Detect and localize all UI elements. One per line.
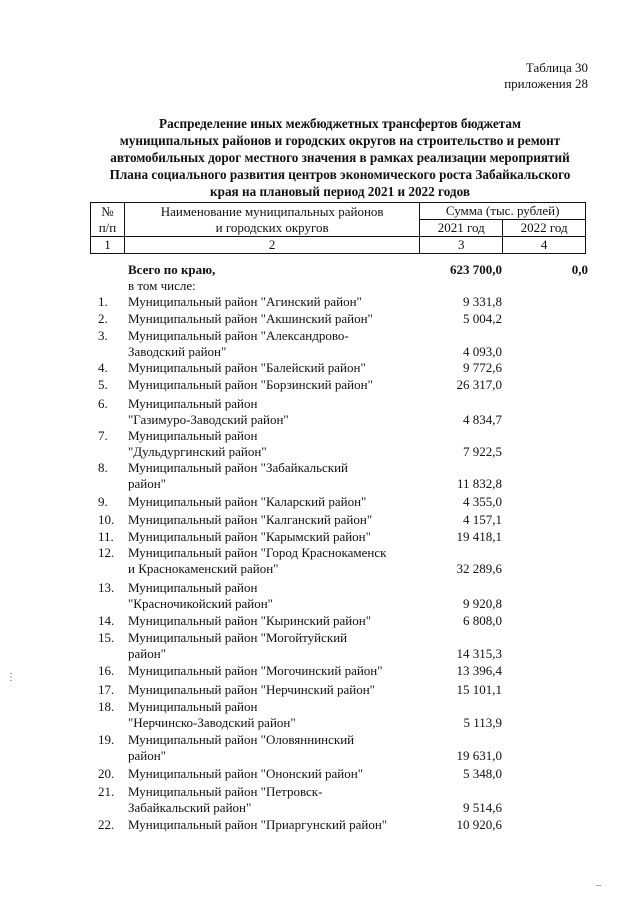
district-name-line: Муниципальный район "Каларский район" [128,494,367,509]
amount-2021: 19 631,0 [456,748,502,764]
col-number-4: 4 [503,237,586,254]
district-name [128,682,418,698]
amount-2021: 5 348,0 [463,766,502,781]
district-name-line: Муниципальный район "Могойтуйский [128,630,348,645]
amount-2021: 11 832,8 [456,476,502,492]
district-name-line: район" [128,476,166,492]
district-name-line: Заводский район" [128,344,227,360]
district-name [128,529,418,545]
amount-2021: 5 113,9 [463,715,502,731]
district-name [128,580,418,612]
row-number: 19. [98,732,115,747]
district-name [128,460,418,492]
district-name-line: и Краснокаменский район" [128,561,279,577]
row-number: 3. [98,328,108,343]
scan-mark: ⋮ [6,672,16,683]
amount-2021: 9 331,8 [463,294,502,309]
amount-2021: 10 920,6 [456,817,502,832]
row-number: 13. [98,580,115,595]
title-line: автомобильных дорог местного значения в рамках реализации мероприятий [110,150,570,165]
district-name-line: Муниципальный район [128,699,258,714]
table-header [90,202,586,254]
district-name-line: Муниципальный район "Ононский район" [128,766,364,781]
district-name [128,732,418,764]
amount-2021: 9 920,8 [463,596,502,612]
district-name-line: Муниципальный район "Карымский район" [128,529,371,544]
amount-2021: 15 101,1 [456,682,502,697]
amount-2021: 32 289,6 [456,561,502,577]
header-name: Наименование муниципальных районов и городских округов [124,203,419,237]
district-name [128,630,418,662]
amount-2021: 26 317,0 [456,377,502,392]
district-name [128,545,418,577]
table-reference [504,60,588,92]
amount-2021: 4 157,1 [463,512,502,527]
header-sum: Сумма (тыс. рублей) [420,203,586,220]
district-name [128,663,418,679]
district-name-line: Муниципальный район [128,580,258,595]
row-number: 8. [98,460,108,475]
district-name-line: Муниципальный район "Кыринский район" [128,613,372,628]
district-name [128,784,418,816]
row-number: 21. [98,784,115,799]
row-number: 18. [98,699,115,714]
district-name-line: Муниципальный район "Акшинский район" [128,311,373,326]
amount-2021: 5 004,2 [463,311,502,326]
row-number: 1. [98,294,108,309]
row-number: 14. [98,613,115,628]
district-name-line: Муниципальный район "Петровск- [128,784,323,799]
amount-2021: 13 396,4 [456,663,502,678]
district-name-line: Муниципальный район "Забайкальский [128,460,349,475]
row-number: 6. [98,396,108,411]
document-title [80,115,600,200]
district-name-line: Муниципальный район "Калганский район" [128,512,373,527]
district-name-line: Муниципальный район "Могочинский район" [128,663,383,678]
district-name [128,360,418,376]
row-number: 9. [98,494,108,509]
row-number: 12. [98,545,115,560]
district-name [128,396,418,428]
district-name [128,817,418,833]
header-year-2022: 2022 год [503,220,586,237]
title-line: Распределение иных межбюджетных трансфертов бюджетам [159,116,521,131]
row-number: 17. [98,682,115,697]
total-2021: 623 700,0 [450,262,502,277]
district-name-line: Муниципальный район "Балейский район" [128,360,366,375]
district-name-line: Муниципальный район "Агинский район" [128,294,362,309]
row-number: 11. [98,529,114,544]
district-name-line: Муниципальный район "Оловяннинский [128,732,355,747]
district-name [128,377,418,393]
col-number-2: 2 [124,237,419,254]
amount-2021: 4 355,0 [463,494,502,509]
amount-2021: 4 093,0 [463,344,502,360]
row-number: 22. [98,817,115,832]
appendix-number: приложения 28 [504,76,588,91]
row-number: 20. [98,766,115,781]
scan-mark: – [596,880,601,891]
district-name-line: Муниципальный район [128,428,258,443]
subtotal-note: в том числе: [128,278,196,293]
amount-2021: 7 922,5 [463,444,502,460]
district-name-line: район" [128,748,166,764]
district-name-line: район" [128,646,166,662]
total-label: Всего по краю, [128,262,216,277]
title-line: Плана социального развития центров экономического роста Забайкальского [109,167,571,182]
title-line: края на плановый период 2021 и 2022 годов [210,184,470,199]
row-number: 15. [98,630,115,645]
district-name-line: Муниципальный район [128,396,258,411]
district-name-line: Муниципальный район "Нерчинский район" [128,682,375,697]
district-name-line: "Нерчинско-Заводский район" [128,715,296,731]
title-line: муниципальных районов и городских округов на строительство и ремонт [119,133,561,148]
amount-2021: 14 315,3 [456,646,502,662]
amount-2021: 6 808,0 [463,613,502,628]
district-name [128,328,418,360]
amount-2021: 4 834,7 [463,412,502,428]
header-year-2021: 2021 год [420,220,503,237]
district-name [128,428,418,460]
col-number-1: 1 [91,237,125,254]
header-num: № п/п [91,203,125,237]
district-name-line: Муниципальный район "Город Краснокаменск [128,545,387,560]
district-name-line: "Дульдургинский район" [128,444,267,460]
district-name [128,294,418,310]
row-number: 4. [98,360,108,375]
district-name-line: "Красночикойский район" [128,596,273,612]
district-name [128,512,418,528]
district-name [128,766,418,782]
row-number: 10. [98,512,115,527]
row-number: 16. [98,663,115,678]
district-name [128,311,418,327]
row-number: 7. [98,428,108,443]
district-name [128,494,418,510]
row-number: 2. [98,311,108,326]
amount-2021: 19 418,1 [456,529,502,544]
amount-2021: 9 514,6 [463,800,502,816]
district-name-line: Муниципальный район "Александрово- [128,328,349,343]
district-name [128,699,418,731]
col-number-3: 3 [420,237,503,254]
table-number: Таблица 30 [525,60,588,75]
district-name-line: Забайкальский район" [128,800,252,816]
district-name-line: Муниципальный район "Приаргунский район" [128,817,388,832]
total-2022: 0,0 [571,262,588,277]
amount-2021: 9 772,6 [463,360,502,375]
row-number: 5. [98,377,108,392]
district-name-line: "Газимуро-Заводский район" [128,412,289,428]
district-name [128,613,418,629]
district-name-line: Муниципальный район "Борзинский район" [128,377,373,392]
